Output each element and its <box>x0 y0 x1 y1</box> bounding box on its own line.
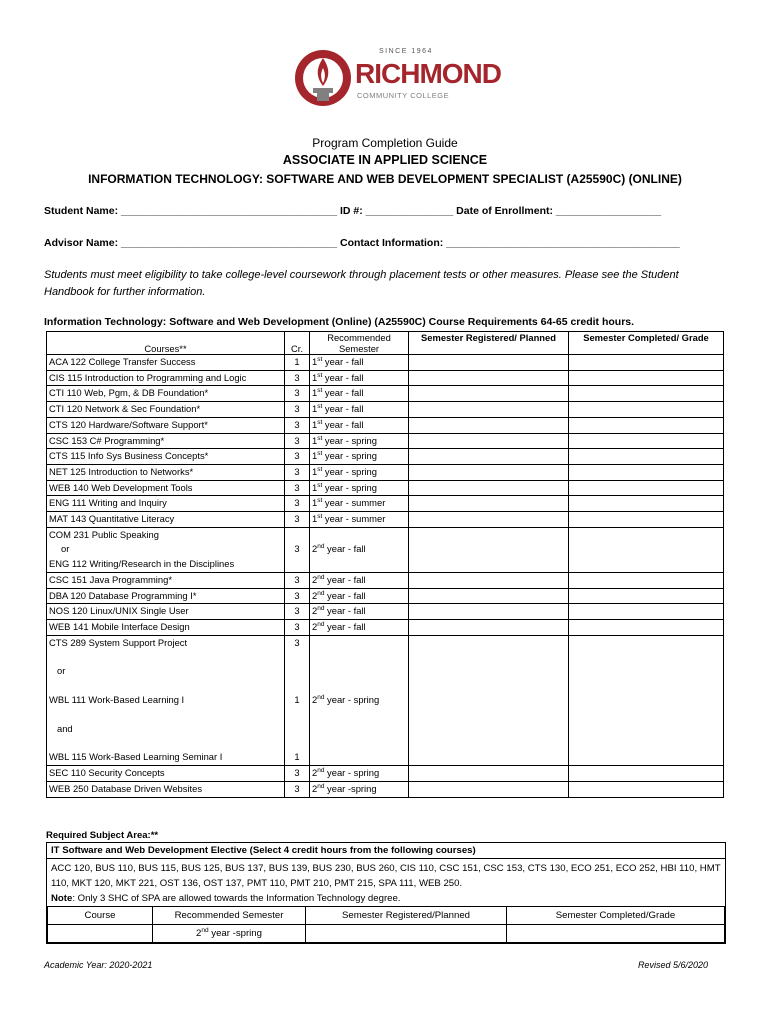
elective-note: Note: Only 3 SHC of SPA are allowed towards the Information Technology degree. <box>51 893 401 904</box>
course-credits: 3 <box>285 370 310 386</box>
course-completed <box>569 588 724 604</box>
table-row <box>47 604 724 620</box>
course-completed <box>569 464 724 480</box>
course-name: SEC 110 Security Concepts <box>47 766 285 782</box>
course-registered <box>409 766 569 782</box>
course-semester: 1st year - spring <box>310 464 409 480</box>
course-credits: 3 <box>285 766 310 782</box>
course-name: MAT 143 Quantitative Literacy <box>47 512 285 528</box>
course-completed <box>569 355 724 371</box>
logo-name: RICHMOND <box>355 58 501 89</box>
course-registered <box>409 781 569 797</box>
course-name: NET 125 Introduction to Networks* <box>47 464 285 480</box>
table-row <box>47 766 724 782</box>
course-completed <box>569 496 724 512</box>
advisor-info-line: Advisor Name: _____________________________________ Contact Information: ________________________________________ <box>44 237 680 249</box>
course-registered <box>409 588 569 604</box>
requirements-title: Information Technology: Software and Web Development (Online) (A25590C) Course Requirements 64-65 credit hours. <box>44 316 635 328</box>
course-credits: 1 <box>285 355 310 371</box>
course-name: CTS 120 Hardware/Software Support* <box>47 417 285 433</box>
table-row <box>47 480 724 496</box>
course-name: WEB 140 Web Development Tools <box>47 480 285 496</box>
course-completed <box>569 619 724 635</box>
course-semester: 1st year - spring <box>310 480 409 496</box>
course-credits: 3 <box>285 417 310 433</box>
course-completed <box>569 449 724 465</box>
course-name: CSC 151 Java Programming* <box>47 572 285 588</box>
course-semester: 1st year - fall <box>310 386 409 402</box>
degree-title: ASSOCIATE IN APPLIED SCIENCE <box>282 153 488 167</box>
table-row: CTS 289 System Support Project or WBL 111 Work-Based Learning I and WBL 115 Work-Based Learning Seminar I 3 1 1 2nd year - spring <box>47 635 724 766</box>
course-completed <box>569 766 724 782</box>
course-credits: 3 <box>285 496 310 512</box>
course-completed <box>569 480 724 496</box>
header-recommended: Recommended Semester <box>310 332 409 355</box>
course-credits: 3 <box>285 464 310 480</box>
course-semester: 2nd year - fall <box>310 588 409 604</box>
course-registered <box>409 355 569 371</box>
table-row <box>47 433 724 449</box>
table-row <box>47 402 724 418</box>
eligibility-note: Students must meet eligibility to take college-level coursework through placement tests or other measures. Please see the Student Handbook for further information. <box>44 269 679 298</box>
course-semester: 1st year - fall <box>310 355 409 371</box>
course-semester: 1st year - fall <box>310 370 409 386</box>
course-name: CTI 110 Web, Pgm, & DB Foundation* <box>47 386 285 402</box>
required-subject-label: Required Subject Area:** <box>46 830 159 841</box>
course-completed <box>569 370 724 386</box>
course-semester: 1st year - summer <box>310 512 409 528</box>
table-row <box>47 386 724 402</box>
course-semester: 1st year - fall <box>310 402 409 418</box>
course-name: WEB 250 Database Driven Websites <box>47 781 285 797</box>
course-registered <box>409 512 569 528</box>
sub-cell-completed <box>507 925 725 943</box>
table-row <box>47 370 724 386</box>
course-semester: 2nd year - fall <box>310 619 409 635</box>
elective-title: IT Software and Web Development Elective (Select 4 credit hours from the following courses) <box>47 843 726 859</box>
sub-cell-recommended: 2nd year -spring <box>153 925 306 943</box>
table-row <box>47 449 724 465</box>
course-registered <box>409 480 569 496</box>
course-completed <box>569 402 724 418</box>
course-name: CTI 120 Network & Sec Foundation* <box>47 402 285 418</box>
sub-header-registered: Semester Registered/Planned <box>306 907 507 925</box>
revised-date: Revised 5/6/2020 <box>637 960 708 970</box>
course-completed <box>569 781 724 797</box>
course-credits: 3 <box>285 433 310 449</box>
course-name: ENG 111 Writing and Inquiry <box>47 496 285 512</box>
table-row <box>47 417 724 433</box>
sub-header-recommended: Recommended Semester <box>153 907 306 925</box>
table-row <box>47 355 724 371</box>
table-row <box>47 496 724 512</box>
course-registered <box>409 604 569 620</box>
college-logo <box>293 44 501 112</box>
course-completed <box>569 512 724 528</box>
course-name: NOS 120 Linux/UNIX Single User <box>47 604 285 620</box>
course-name: DBA 120 Database Programming I* <box>47 588 285 604</box>
course-registered <box>409 433 569 449</box>
course-requirements-table <box>46 331 724 798</box>
academic-year: Academic Year: 2020-2021 <box>44 960 153 970</box>
course-semester: 2nd year - fall <box>310 604 409 620</box>
header-completed: Semester Completed/ Grade <box>569 332 724 355</box>
header-credits: Cr. <box>285 332 310 355</box>
logo-sub: COMMUNITY COLLEGE <box>357 91 450 100</box>
course-registered <box>409 496 569 512</box>
course-registered <box>409 370 569 386</box>
elective-table <box>46 842 726 944</box>
course-credits: 3 <box>285 449 310 465</box>
course-semester: 2nd year - spring <box>310 766 409 782</box>
course-credits: 3 <box>285 386 310 402</box>
guide-title: Program Completion Guide <box>312 136 458 150</box>
course-credits: 3 <box>285 619 310 635</box>
course-completed <box>569 417 724 433</box>
table-row: COM 231 Public Speaking or ENG 112 Writing/Research in the Disciplines 3 2nd year - fall <box>47 527 724 572</box>
course-name: CSC 153 C# Programming* <box>47 433 285 449</box>
course-credits: 3 <box>285 572 310 588</box>
program-title: INFORMATION TECHNOLOGY: SOFTWARE AND WEB DEVELOPMENT SPECIALIST (A25590C) (ONLINE) <box>88 172 682 186</box>
course-completed <box>569 386 724 402</box>
table-row <box>47 619 724 635</box>
course-semester: 2nd year -spring <box>310 781 409 797</box>
course-name: WEB 141 Mobile Interface Design <box>47 619 285 635</box>
student-info-line: Student Name: _____________________________________ ID #: _______________ Date of Enrollment: __________________ <box>44 205 662 217</box>
table-row <box>47 781 724 797</box>
course-credits: 3 <box>285 781 310 797</box>
course-registered <box>409 572 569 588</box>
course-name: ACA 122 College Transfer Success <box>47 355 285 371</box>
sub-header-completed: Semester Completed/Grade <box>507 907 725 925</box>
course-completed <box>569 572 724 588</box>
course-credits: 3 <box>285 604 310 620</box>
sub-cell-course <box>48 925 153 943</box>
course-registered <box>409 619 569 635</box>
course-registered <box>409 402 569 418</box>
sub-cell-registered <box>306 925 507 943</box>
course-registered <box>409 449 569 465</box>
header-registered: Semester Registered/ Planned <box>409 332 569 355</box>
course-name: CIS 115 Introduction to Programming and Logic <box>47 370 285 386</box>
course-semester: 1st year - spring <box>310 449 409 465</box>
course-completed <box>569 604 724 620</box>
elective-sub-table <box>47 906 725 943</box>
course-semester: 1st year - spring <box>310 433 409 449</box>
table-row <box>47 512 724 528</box>
elective-list: ACC 120, BUS 110, BUS 115, BUS 125, BUS 137, BUS 139, BUS 230, BUS 260, CIS 110, CSC 151, CSC 153, CTS 130, ECO 251, ECO 252, HBI 110, HMT 110, MKT 120, MKT 221, OST 136, OST 137, PMT 110, PMT 210, PMT 215, SPA 111, WEB 250. <box>51 863 721 889</box>
course-completed <box>569 433 724 449</box>
course-semester: 1st year - summer <box>310 496 409 512</box>
table-row <box>47 588 724 604</box>
course-semester: 1st year - fall <box>310 417 409 433</box>
course-credits: 3 <box>285 402 310 418</box>
course-registered <box>409 464 569 480</box>
table-row <box>47 572 724 588</box>
course-name: CTS 115 Info Sys Business Concepts* <box>47 449 285 465</box>
course-credits: 3 <box>285 512 310 528</box>
logo-since: SINCE 1964 <box>379 48 433 55</box>
course-credits: 3 <box>285 588 310 604</box>
header-courses: Courses** <box>47 332 285 355</box>
sub-header-course: Course <box>48 907 153 925</box>
table-row <box>47 464 724 480</box>
course-registered <box>409 386 569 402</box>
course-registered <box>409 417 569 433</box>
course-semester: 2nd year - fall <box>310 572 409 588</box>
course-credits: 3 <box>285 480 310 496</box>
